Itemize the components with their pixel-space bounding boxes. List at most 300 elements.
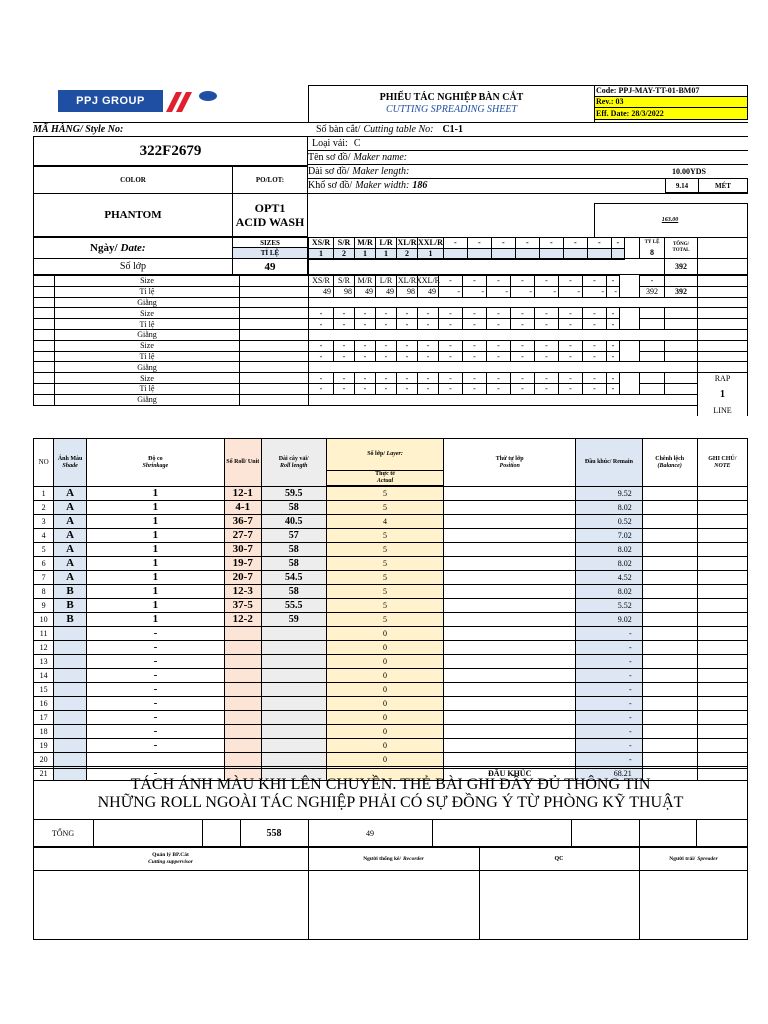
- sub-cell: -: [396, 340, 418, 352]
- cell-position: [444, 543, 576, 557]
- cell-shrink: -: [86, 669, 224, 683]
- sub-cell: -: [417, 383, 439, 395]
- sub-cell: -: [486, 351, 511, 363]
- sub-cell: M/R: [354, 275, 376, 287]
- cell-position: [444, 515, 576, 529]
- style-number: 322F2679: [33, 136, 308, 166]
- cell-layer: 0: [326, 627, 443, 641]
- table-row: [34, 613, 748, 627]
- cell-no: 18: [34, 725, 54, 739]
- sub-cell: -: [308, 383, 334, 395]
- cell-remain: 5.52: [576, 599, 643, 613]
- sub-total-cell: -: [639, 275, 665, 287]
- cell-shade: B: [54, 599, 87, 613]
- cell-empty: [642, 543, 697, 557]
- sub-cell: -: [438, 307, 463, 319]
- maker-name-label-en: Maker name:: [353, 151, 408, 163]
- color-label: COLOR: [33, 166, 233, 194]
- sub-row: [33, 394, 748, 406]
- notice-box: [33, 768, 748, 820]
- cell-shade: [54, 655, 87, 669]
- title-en: CUTTING SPREADING SHEET: [385, 103, 518, 115]
- cell-shrink: -: [86, 683, 224, 697]
- cell-shade: [54, 669, 87, 683]
- sub-cell: -: [486, 286, 511, 298]
- cell-roll: 4-1: [224, 501, 261, 515]
- ratio-label: TỈ LỆ: [232, 247, 308, 259]
- cell-shade: A: [54, 571, 87, 585]
- table-row: [34, 557, 748, 571]
- cell-length: [261, 739, 326, 753]
- sub-cell: -: [534, 340, 559, 352]
- title-vi: PHIẾU TÁC NGHIỆP BÀN CẮT: [379, 91, 524, 103]
- col-actual: Thực tế Actual: [326, 471, 443, 486]
- sub-cell: -: [510, 307, 535, 319]
- cell-layer: 0: [326, 641, 443, 655]
- cell-remain: 8.02: [576, 543, 643, 557]
- cell-layer: 0: [326, 683, 443, 697]
- sub-cell: -: [558, 286, 583, 298]
- cell-empty: [642, 711, 697, 725]
- cell-shade: [54, 711, 87, 725]
- sub-cell: -: [606, 340, 620, 352]
- sub-cell: -: [308, 307, 334, 319]
- cell-position: [444, 557, 576, 571]
- yds-unit: YDS: [690, 166, 707, 176]
- polot-line-1: OPT1: [254, 201, 286, 215]
- cell-remain: 8.02: [576, 585, 643, 599]
- sub-row-left: [33, 394, 55, 406]
- cell-empty: [697, 585, 747, 599]
- sub-cell: -: [462, 275, 487, 287]
- cell-layer: 4: [326, 515, 443, 529]
- table-row: [34, 739, 748, 753]
- cell-empty: [642, 627, 697, 641]
- sub-row-label: Tỉ lệ: [54, 351, 240, 363]
- polot-line-2: ACID WASH: [235, 215, 305, 229]
- cell-shrink: -: [86, 711, 224, 725]
- sub-cell: -: [396, 372, 418, 384]
- sub-cell: -: [354, 340, 376, 352]
- cutting-table-row: [316, 122, 463, 136]
- cell-layer: 0: [326, 697, 443, 711]
- sub-cell: -: [417, 372, 439, 384]
- rap-label: RAP: [697, 373, 748, 384]
- cell-length: 58: [261, 543, 326, 557]
- cell-position: [444, 655, 576, 669]
- sub-row-label: Size: [54, 340, 240, 352]
- sub-cell: -: [308, 318, 334, 330]
- table-row: [34, 683, 748, 697]
- sub-cell: -: [510, 372, 535, 384]
- cell-position: [444, 599, 576, 613]
- cell-shade: [54, 739, 87, 753]
- sub-cell: -: [534, 307, 559, 319]
- cell-position: [444, 585, 576, 599]
- cell-remain: -: [576, 683, 643, 697]
- cell-shrink: 1: [86, 613, 224, 627]
- fabric-row: [312, 136, 361, 150]
- cell-roll: 19-7: [224, 557, 261, 571]
- sub-row-label: Giằng: [54, 297, 240, 309]
- sub-cell: -: [462, 383, 487, 395]
- doc-eff-date: Eff. Date: 28/3/2022: [594, 107, 748, 120]
- cell-position: [444, 725, 576, 739]
- cell-shrink: 1: [86, 585, 224, 599]
- sub-row-label: Size: [54, 275, 240, 287]
- cell-layer: 5: [326, 599, 443, 613]
- cell-no: 20: [34, 753, 54, 767]
- sub-cell: -: [534, 275, 559, 287]
- sub-cell: -: [534, 286, 559, 298]
- sub-cell: -: [417, 318, 439, 330]
- empty-cell: [308, 258, 665, 275]
- cell-layer: 5: [326, 487, 443, 501]
- sub-cell: -: [486, 275, 511, 287]
- cell-shrink: -: [86, 641, 224, 655]
- doc-rev: Rev.: 03: [594, 96, 748, 108]
- table-row: [34, 571, 748, 585]
- cell-remain: 8.02: [576, 557, 643, 571]
- date-label-vi: Ngày/: [90, 242, 118, 254]
- col-position: Thứ tự lớp Position: [444, 439, 576, 487]
- sub-cell: -: [582, 275, 607, 287]
- cell-empty: [642, 641, 697, 655]
- table-row: [34, 753, 748, 767]
- cutting-table-label-en: Cutting table No:: [363, 123, 434, 135]
- ratio-cell: 2: [397, 249, 418, 260]
- cell-position: [444, 529, 576, 543]
- cell-remain: -: [576, 739, 643, 753]
- sub-cell: -: [462, 351, 487, 363]
- cell-shrink: 1: [86, 529, 224, 543]
- cell-empty: [697, 655, 747, 669]
- cell-length: 58: [261, 501, 326, 515]
- cell-remain: -: [576, 711, 643, 725]
- cell-position: [444, 683, 576, 697]
- divider: [308, 136, 748, 137]
- cell-empty: [642, 655, 697, 669]
- cell-shade: A: [54, 515, 87, 529]
- sub-cell: -: [308, 372, 334, 384]
- notice-line-1: TÁCH ÁNH MÀU KHI LÊN CHUYỀN. THẺ BÀI GHI ĐẦY ĐỦ THÔNG TIN: [130, 776, 651, 793]
- ratio-cell: 1: [418, 249, 444, 260]
- cell-remain: -: [576, 753, 643, 767]
- sub-cell: -: [510, 351, 535, 363]
- cell-shrink: -: [86, 627, 224, 641]
- col-note: GHI CHÚ/ NOTE: [697, 439, 747, 487]
- sub-row-label: Tỉ lệ: [54, 383, 240, 395]
- sub-cell: XS/R: [308, 275, 334, 287]
- table-row: [34, 487, 748, 501]
- sub-cell: -: [438, 275, 463, 287]
- length-yds-value: 10.00: [672, 166, 690, 176]
- table-row: [34, 669, 748, 683]
- cell-shrink: 1: [86, 487, 224, 501]
- cell-position: [444, 627, 576, 641]
- sub-cell: -: [486, 340, 511, 352]
- cell-shrink: 1: [86, 543, 224, 557]
- cell-shrink: -: [86, 767, 224, 781]
- maker-length-row: [308, 164, 409, 178]
- cell-layer: 0: [326, 655, 443, 669]
- sub-cell: -: [375, 383, 397, 395]
- cell-layer: 5: [326, 543, 443, 557]
- sub-cell: -: [354, 383, 376, 395]
- ratio-total-value: 8: [650, 247, 654, 257]
- cell-empty: [642, 585, 697, 599]
- table-row: [34, 697, 748, 711]
- sub-cell: -: [354, 318, 376, 330]
- size-header-cell: XL/R: [397, 238, 417, 247]
- cell-empty: [642, 725, 697, 739]
- cell-remain: 7.02: [576, 529, 643, 543]
- cell-empty: [697, 529, 747, 543]
- size-header-cell: L/R: [376, 238, 397, 249]
- table-row: [34, 515, 748, 529]
- empty-cell: [697, 237, 748, 259]
- sizes-label: SIZES: [232, 237, 308, 248]
- sub-cell: -: [510, 318, 535, 330]
- cell-empty: [697, 571, 747, 585]
- cell-empty: [697, 753, 747, 767]
- cell-length: 57: [261, 529, 326, 543]
- sig-recorder: Người thống kê/ Recorder: [363, 856, 424, 862]
- sub-cell: -: [510, 275, 535, 287]
- col-layer: Số lớp/ Layer:: [326, 439, 443, 471]
- sub-cell: -: [333, 383, 355, 395]
- sub-cell: -: [375, 340, 397, 352]
- cell-length: [261, 669, 326, 683]
- size-header-cell: -: [515, 238, 539, 249]
- cell-empty: [642, 613, 697, 627]
- cell-empty: [697, 487, 747, 501]
- cell-empty: [642, 529, 697, 543]
- table-row: [34, 627, 748, 641]
- size-header-cell: -: [467, 238, 491, 249]
- doc-code: Code: PPJ-MAY-TT-01-BM07: [594, 85, 748, 97]
- cell-position: [444, 613, 576, 627]
- cell-shade: A: [54, 487, 87, 501]
- cell-shade: [54, 697, 87, 711]
- cell-roll: [224, 683, 261, 697]
- maker-width-label-en: Maker width:: [355, 179, 410, 191]
- totals-layers: 49: [366, 828, 374, 838]
- col-shrink: Độ co Shrinkage: [86, 439, 224, 487]
- sub-cell: -: [462, 340, 487, 352]
- cell-length: 58: [261, 557, 326, 571]
- sub-cell: -: [438, 372, 463, 384]
- cell-empty: [642, 515, 697, 529]
- sub-cell: 49: [354, 286, 376, 298]
- cell-position: [444, 487, 576, 501]
- cell-length: 54.5: [261, 571, 326, 585]
- cell-remain: 68.21: [576, 767, 643, 781]
- col-roll-unit: Số Roll/ Unit: [224, 439, 261, 487]
- cell-shade: B: [54, 613, 87, 627]
- sub-cell: S/R: [333, 275, 355, 287]
- size-header-cell: XS/R: [309, 238, 334, 249]
- sub-cell: 98: [333, 286, 355, 298]
- cell-roll: 36-7: [224, 515, 261, 529]
- cell-empty: [697, 683, 747, 697]
- divider: [33, 870, 748, 871]
- cell-no: 21: [34, 767, 54, 781]
- cell-shade: [54, 683, 87, 697]
- cell-empty: [642, 739, 697, 753]
- sub-row-label: Tỉ lệ: [54, 286, 240, 298]
- cell-position: ĐẦU KHÚC: [444, 767, 576, 781]
- cell-position: [444, 739, 576, 753]
- cell-shrink: -: [86, 739, 224, 753]
- logo-text: PPJ GROUP: [58, 90, 163, 112]
- fabric-value: C: [353, 137, 361, 149]
- sub-cell: 49: [417, 286, 439, 298]
- roll-table: [33, 438, 748, 781]
- sub-cell: XL/R: [397, 276, 417, 286]
- sub-cell: -: [606, 383, 620, 395]
- sub-cell: -: [396, 318, 418, 330]
- maker-length-label-en: Maker length:: [352, 165, 410, 177]
- cell-roll: 30-7: [224, 543, 261, 557]
- table-row: [34, 725, 748, 739]
- sub-cell: -: [308, 340, 334, 352]
- cell-shade: [54, 725, 87, 739]
- cell-remain: 0.52: [576, 515, 643, 529]
- cell-layer: 0: [326, 669, 443, 683]
- cell-no: 1: [34, 487, 54, 501]
- cell-position: [444, 753, 576, 767]
- cell-roll: 27-7: [224, 529, 261, 543]
- cell-roll: [224, 711, 261, 725]
- sub-row-label: Tỉ lệ: [54, 318, 240, 330]
- divider: [696, 820, 697, 848]
- table-row: [34, 529, 748, 543]
- sig-supervisor: Quản lý BP.Cắt Cutting suppervisor: [148, 852, 193, 865]
- sub-cell: -: [486, 383, 511, 395]
- sub-total-cell: 392: [639, 286, 665, 298]
- sig-qc: QC: [554, 856, 564, 862]
- sub-cell: -: [606, 318, 620, 330]
- polot-value: [232, 193, 308, 237]
- sub-row-label: Giằng: [54, 329, 240, 341]
- cell-layer: 0: [326, 753, 443, 767]
- size-header-cell: -: [539, 238, 563, 249]
- sub-cell: -: [438, 318, 463, 330]
- cell-no: 12: [34, 641, 54, 655]
- cell-shrink: -: [86, 697, 224, 711]
- sub-cell: -: [417, 307, 439, 319]
- sub-cell: -: [333, 307, 355, 319]
- sub-cell: -: [582, 307, 607, 319]
- cell-roll: 12-1: [224, 487, 261, 501]
- sub-cell: -: [510, 340, 535, 352]
- cell-layer: 5: [326, 557, 443, 571]
- sub-cell: -: [308, 351, 334, 363]
- cell-layer: 0: [326, 711, 443, 725]
- sub-cell: -: [582, 383, 607, 395]
- cell-empty: [697, 627, 747, 641]
- size-header-cell: -: [587, 238, 611, 249]
- totals-length: 558: [266, 827, 282, 839]
- sub-cell: -: [486, 307, 511, 319]
- cell-length: 59: [261, 613, 326, 627]
- cell-empty: [642, 753, 697, 767]
- cell-empty: [642, 557, 697, 571]
- cell-roll: 12-3: [224, 585, 261, 599]
- sub-cell: -: [462, 307, 487, 319]
- sub-cell: -: [462, 286, 487, 298]
- sub-cell: -: [333, 340, 355, 352]
- cell-shade: A: [54, 501, 87, 515]
- sub-cell: -: [396, 307, 418, 319]
- note-163: 163.00: [661, 217, 679, 223]
- sub-cell: -: [558, 383, 583, 395]
- size-header-cell: -: [491, 238, 515, 249]
- sub-cell: -: [582, 351, 607, 363]
- sub-row-label: Giằng: [54, 394, 240, 406]
- cell-shrink: 1: [86, 571, 224, 585]
- sub-cell: -: [438, 286, 463, 298]
- sub-row-label: Giằng: [54, 361, 240, 373]
- sub-cell: -: [510, 383, 535, 395]
- cell-empty: [697, 613, 747, 627]
- sub-cell: -: [606, 286, 620, 298]
- sub-cell: -: [486, 372, 511, 384]
- cell-length: [261, 753, 326, 767]
- maker-width-label-vi: Khổ sơ đồ/: [308, 179, 353, 191]
- divider: [432, 820, 433, 848]
- divider: [93, 820, 94, 848]
- cell-shade: A: [54, 543, 87, 557]
- header-title-box: [308, 85, 595, 123]
- sub-cell: -: [396, 351, 418, 363]
- cell-layer: 0: [326, 725, 443, 739]
- maker-length-yds: [672, 164, 706, 178]
- sub-cell: 49: [375, 286, 397, 298]
- totals-label: TỔNG: [51, 828, 75, 838]
- cell-no: 16: [34, 697, 54, 711]
- sub-cell: -: [354, 372, 376, 384]
- cutting-table-label-vi: Số bàn cắt/: [316, 123, 361, 135]
- cell-roll: [224, 697, 261, 711]
- cell-empty: [642, 487, 697, 501]
- cell-position: [444, 697, 576, 711]
- cell-empty: [697, 725, 747, 739]
- sub-cell: -: [558, 340, 583, 352]
- layers-value: 49: [232, 258, 308, 275]
- sub-cell: -: [582, 340, 607, 352]
- sub-cell: -: [558, 275, 583, 287]
- col-balance: Chênh lệch (Balance): [642, 439, 697, 487]
- sub-cell: -: [375, 372, 397, 384]
- cell-roll: [224, 641, 261, 655]
- cell-remain: -: [576, 725, 643, 739]
- ratio-total-label: TỶ LỆ: [644, 239, 660, 245]
- met-unit: MÉT: [698, 178, 748, 193]
- cell-position: [444, 669, 576, 683]
- cell-remain: -: [576, 697, 643, 711]
- cell-roll: [224, 739, 261, 753]
- cell-remain: 4.52: [576, 571, 643, 585]
- sub-cell: -: [333, 372, 355, 384]
- cell-layer: 5: [326, 501, 443, 515]
- maker-name-row: [308, 150, 407, 164]
- cell-length: [261, 641, 326, 655]
- cell-length: 55.5: [261, 599, 326, 613]
- size-header-cell: -: [443, 238, 467, 249]
- cell-empty: [697, 697, 747, 711]
